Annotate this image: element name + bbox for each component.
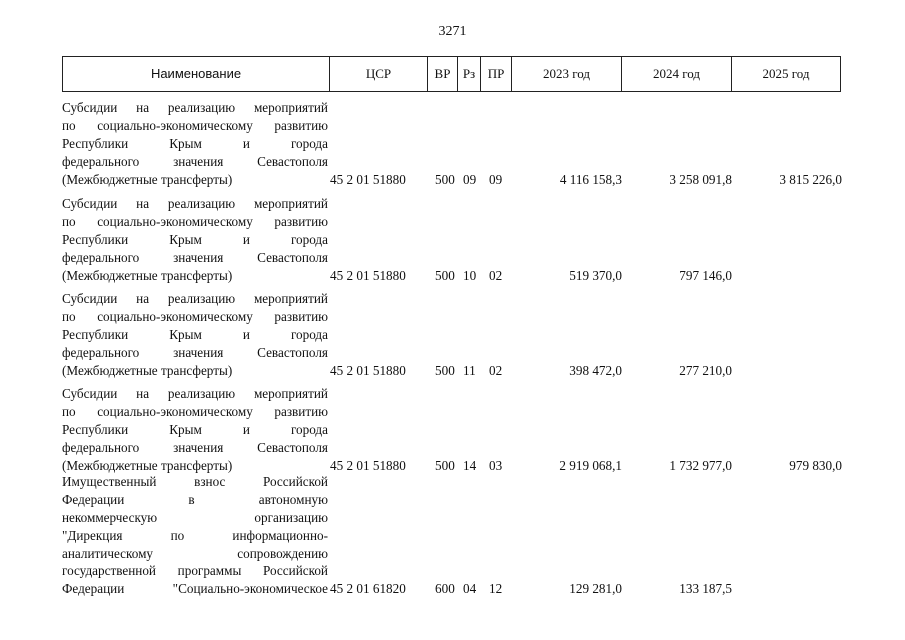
cell-csr: 45 2 01 51880 xyxy=(330,362,406,378)
cell-vr: 500 xyxy=(435,362,455,378)
name-line: Республики Крым и города xyxy=(62,231,328,247)
name-line: (Межбюджетные трансферты) xyxy=(62,267,233,283)
cell-2025: 979 830,0 xyxy=(789,457,842,473)
cell-csr: 45 2 01 61820 xyxy=(330,581,406,597)
row-name xyxy=(62,290,328,379)
name-line: Республики Крым и города xyxy=(62,135,328,151)
header-rz: Рз xyxy=(458,57,481,91)
header-csr: ЦСР xyxy=(330,57,428,91)
name-line: по социально-экономическому развитию xyxy=(62,117,328,133)
cell-2023: 129 281,0 xyxy=(569,581,622,597)
row-name xyxy=(62,473,328,598)
cell-2023: 4 116 158,3 xyxy=(559,171,622,187)
row-name xyxy=(62,99,328,188)
name-line: Субсидии на реализацию мероприятий xyxy=(62,100,328,115)
name-line: Республики Крым и города xyxy=(62,421,328,437)
name-line: федерального значения Севастополя xyxy=(62,153,328,169)
cell-2024: 277 210,0 xyxy=(679,362,732,378)
name-line: по социально-экономическому развитию xyxy=(62,403,328,419)
cell-pr: 12 xyxy=(489,581,503,597)
header-2023: 2023 год xyxy=(512,57,622,91)
name-line: Республики Крым и города xyxy=(62,326,328,342)
name-line: (Межбюджетные трансферты) xyxy=(62,362,233,378)
name-line: аналитическому сопровождению xyxy=(62,545,328,561)
name-line: Имущественный взнос Российской xyxy=(62,474,328,489)
row-name xyxy=(62,385,328,474)
cell-vr: 500 xyxy=(435,267,455,283)
cell-csr: 45 2 01 51880 xyxy=(330,457,406,473)
cell-pr: 02 xyxy=(489,267,503,283)
header-2025: 2025 год xyxy=(762,66,810,81)
name-line: Субсидии на реализацию мероприятий xyxy=(62,196,328,211)
cell-2024: 797 146,0 xyxy=(679,267,732,283)
cell-rz: 09 xyxy=(463,171,477,187)
name-line: Федерации "Социально-экономическое xyxy=(62,581,328,597)
page-number: 3271 xyxy=(438,24,467,39)
table-header xyxy=(62,56,841,92)
cell-vr: 600 xyxy=(435,581,455,597)
header-pr: ПР xyxy=(481,57,512,91)
name-line: (Межбюджетные трансферты) xyxy=(62,457,233,473)
cell-2023: 398 472,0 xyxy=(569,362,622,378)
cell-pr: 02 xyxy=(489,362,503,378)
name-line: государственной программы Российской xyxy=(62,563,328,579)
name-line: по социально-экономическому развитию xyxy=(62,308,328,324)
cell-2024: 3 258 091,8 xyxy=(669,171,732,187)
name-line: федерального значения Севастополя xyxy=(62,439,328,455)
cell-vr: 500 xyxy=(435,171,455,187)
cell-pr: 09 xyxy=(489,171,503,187)
header-vr: ВР xyxy=(428,57,458,91)
row-name xyxy=(62,195,328,284)
name-line: федерального значения Севастополя xyxy=(62,249,328,265)
cell-rz: 04 xyxy=(463,581,477,597)
name-line: Федерации в автономную xyxy=(62,491,328,507)
name-line: по социально-экономическому развитию xyxy=(62,213,328,229)
cell-2023: 2 919 068,1 xyxy=(559,457,622,473)
cell-csr: 45 2 01 51880 xyxy=(330,267,406,283)
cell-2024: 133 187,5 xyxy=(679,581,732,597)
cell-csr: 45 2 01 51880 xyxy=(330,171,406,187)
name-line: Субсидии на реализацию мероприятий xyxy=(62,291,328,306)
name-line: "Дирекция по информационно- xyxy=(62,527,328,543)
header-2024: 2024 год xyxy=(622,57,732,91)
cell-2024: 1 732 977,0 xyxy=(669,457,732,473)
cell-rz: 10 xyxy=(463,267,477,283)
header-name: Наименование xyxy=(63,57,330,91)
cell-rz: 11 xyxy=(463,362,476,378)
name-line: (Межбюджетные трансферты) xyxy=(62,171,233,187)
cell-rz: 14 xyxy=(463,457,477,473)
cell-2023: 519 370,0 xyxy=(569,267,622,283)
cell-vr: 500 xyxy=(435,457,455,473)
cell-pr: 03 xyxy=(489,457,503,473)
name-line: федерального значения Севастополя xyxy=(62,344,328,360)
name-line: некоммерческую организацию xyxy=(62,509,328,525)
name-line: Субсидии на реализацию мероприятий xyxy=(62,386,328,401)
cell-2025: 3 815 226,0 xyxy=(779,171,842,187)
